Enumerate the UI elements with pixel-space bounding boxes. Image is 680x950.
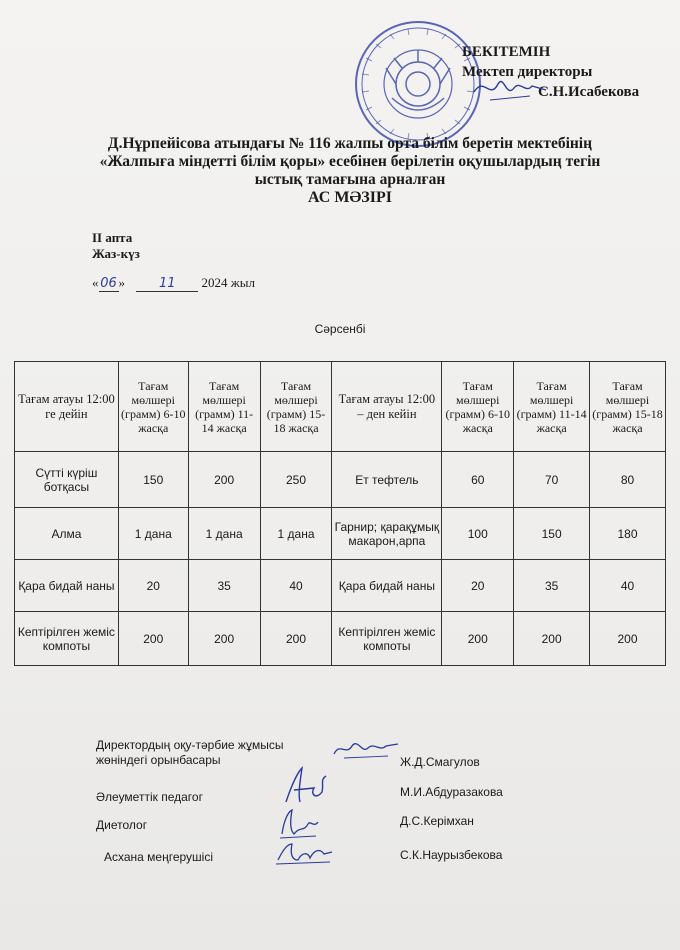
- table-cell: 200: [188, 612, 260, 666]
- header-cell: Тағам мөлшері (грамм) 11-14 жасқа: [188, 362, 260, 452]
- table-cell: 35: [188, 560, 260, 612]
- table-row: [15, 612, 666, 666]
- table-cell: 20: [118, 560, 188, 612]
- signatory-role: Директордың оқу-тәрбие жұмысы жөніндегі орынбасары: [96, 738, 284, 767]
- signatory-role: Әлеуметтік педагог: [96, 790, 203, 804]
- table-cell: 150: [514, 508, 590, 560]
- table-cell: 40: [590, 560, 666, 612]
- date-month: 11: [158, 276, 176, 291]
- table-cell: 20: [442, 560, 514, 612]
- table-cell: 200: [590, 612, 666, 666]
- deputy-signature: [330, 734, 400, 762]
- title-line-menu: АС МӘЗІРІ: [308, 189, 392, 206]
- table-cell: Сүтті күріш ботқасы: [15, 452, 119, 508]
- signatory-name: М.И.Абдуразакова: [400, 785, 503, 799]
- date-day: 06: [100, 276, 117, 291]
- signatory-name: Д.С.Керімхан: [400, 814, 474, 828]
- table-cell: Гарнир; қарақұмық макарон,арпа: [332, 508, 442, 560]
- table-cell: 70: [514, 452, 590, 508]
- table-cell: 1 дана: [260, 508, 332, 560]
- dietitian-signature: [276, 806, 322, 840]
- table-cell: 150: [118, 452, 188, 508]
- table-cell: 200: [260, 612, 332, 666]
- table-cell: 35: [514, 560, 590, 612]
- signatory-role: Асхана меңгерушісі: [104, 850, 214, 864]
- week-info: [92, 230, 140, 262]
- table-row: [15, 560, 666, 612]
- date-year: 2024 жыл: [201, 275, 255, 290]
- header-cell: Тағам мөлшері (грамм) 11-14 жасқа: [514, 362, 590, 452]
- table-cell: Ет тефтель: [332, 452, 442, 508]
- header-cell: Тағам мөлшері (грамм) 15-18 жасқа: [260, 362, 332, 452]
- table-row: [15, 452, 666, 508]
- table-cell: 200: [188, 452, 260, 508]
- table-cell: 40: [260, 560, 332, 612]
- table-cell: 100: [442, 508, 514, 560]
- season: Жаз-күз: [92, 246, 140, 261]
- title-line-school: Д.Нұрпейісова атындағы № 116 жалпы орта білім беретін мектебінің: [107, 135, 593, 152]
- table-cell: Кептірілген жеміс компоты: [15, 612, 119, 666]
- table-cell: Кептірілген жеміс компоты: [332, 612, 442, 666]
- table-cell: 1 дана: [118, 508, 188, 560]
- date-open-quote: «: [92, 275, 99, 290]
- menu-table: [14, 361, 666, 666]
- table-cell: 60: [442, 452, 514, 508]
- signatory-name: Ж.Д.Смагулов: [400, 755, 480, 769]
- social-pedagogue-signature: [280, 764, 330, 808]
- document-title: [70, 135, 630, 207]
- title-line-fund: «Жалпыға міндетті білім қоры» есебінен берілетін оқушылардың тегін: [99, 153, 601, 170]
- header-cell: Тағам мөлшері (грамм) 15-18 жасқа: [590, 362, 666, 452]
- header-cell: Тағам атауы 12:00 ге дейін: [15, 362, 119, 452]
- week-number: ІІ апта: [92, 230, 133, 245]
- signatory-role: Диетолог: [96, 818, 148, 832]
- approval-director-name: С.Н.Исабекова: [538, 84, 640, 100]
- signatory-name: С.К.Наурызбекова: [400, 848, 503, 862]
- date-close-quote: »: [118, 275, 125, 290]
- table-cell: 250: [260, 452, 332, 508]
- table-cell: 200: [118, 612, 188, 666]
- table-cell: Қара бидай наны: [332, 560, 442, 612]
- table-cell: 1 дана: [188, 508, 260, 560]
- table-row: [15, 508, 666, 560]
- header-cell: Тағам атауы 12:00 – ден кейін: [332, 362, 442, 452]
- header-cell: Тағам мөлшері (грамм) 6-10 жасқа: [118, 362, 188, 452]
- canteen-manager-signature: [274, 838, 334, 868]
- approval-position: Мектеп директоры: [462, 64, 593, 80]
- title-line-purpose: ыстық тамағына арналған: [254, 171, 446, 188]
- table-cell: 180: [590, 508, 666, 560]
- table-cell: Қара бидай наны: [15, 560, 119, 612]
- day-of-week: Сәрсенбі: [314, 322, 366, 336]
- table-cell: Алма: [15, 508, 119, 560]
- approval-heading: БЕКІТЕМІН: [462, 44, 551, 60]
- header-cell: Тағам мөлшері (грамм) 6-10 жасқа: [442, 362, 514, 452]
- table-cell: 80: [590, 452, 666, 508]
- table-cell: 200: [442, 612, 514, 666]
- date-line: [92, 275, 255, 292]
- table-header-row: [15, 362, 666, 452]
- table-cell: 200: [514, 612, 590, 666]
- director-signature: [470, 70, 550, 106]
